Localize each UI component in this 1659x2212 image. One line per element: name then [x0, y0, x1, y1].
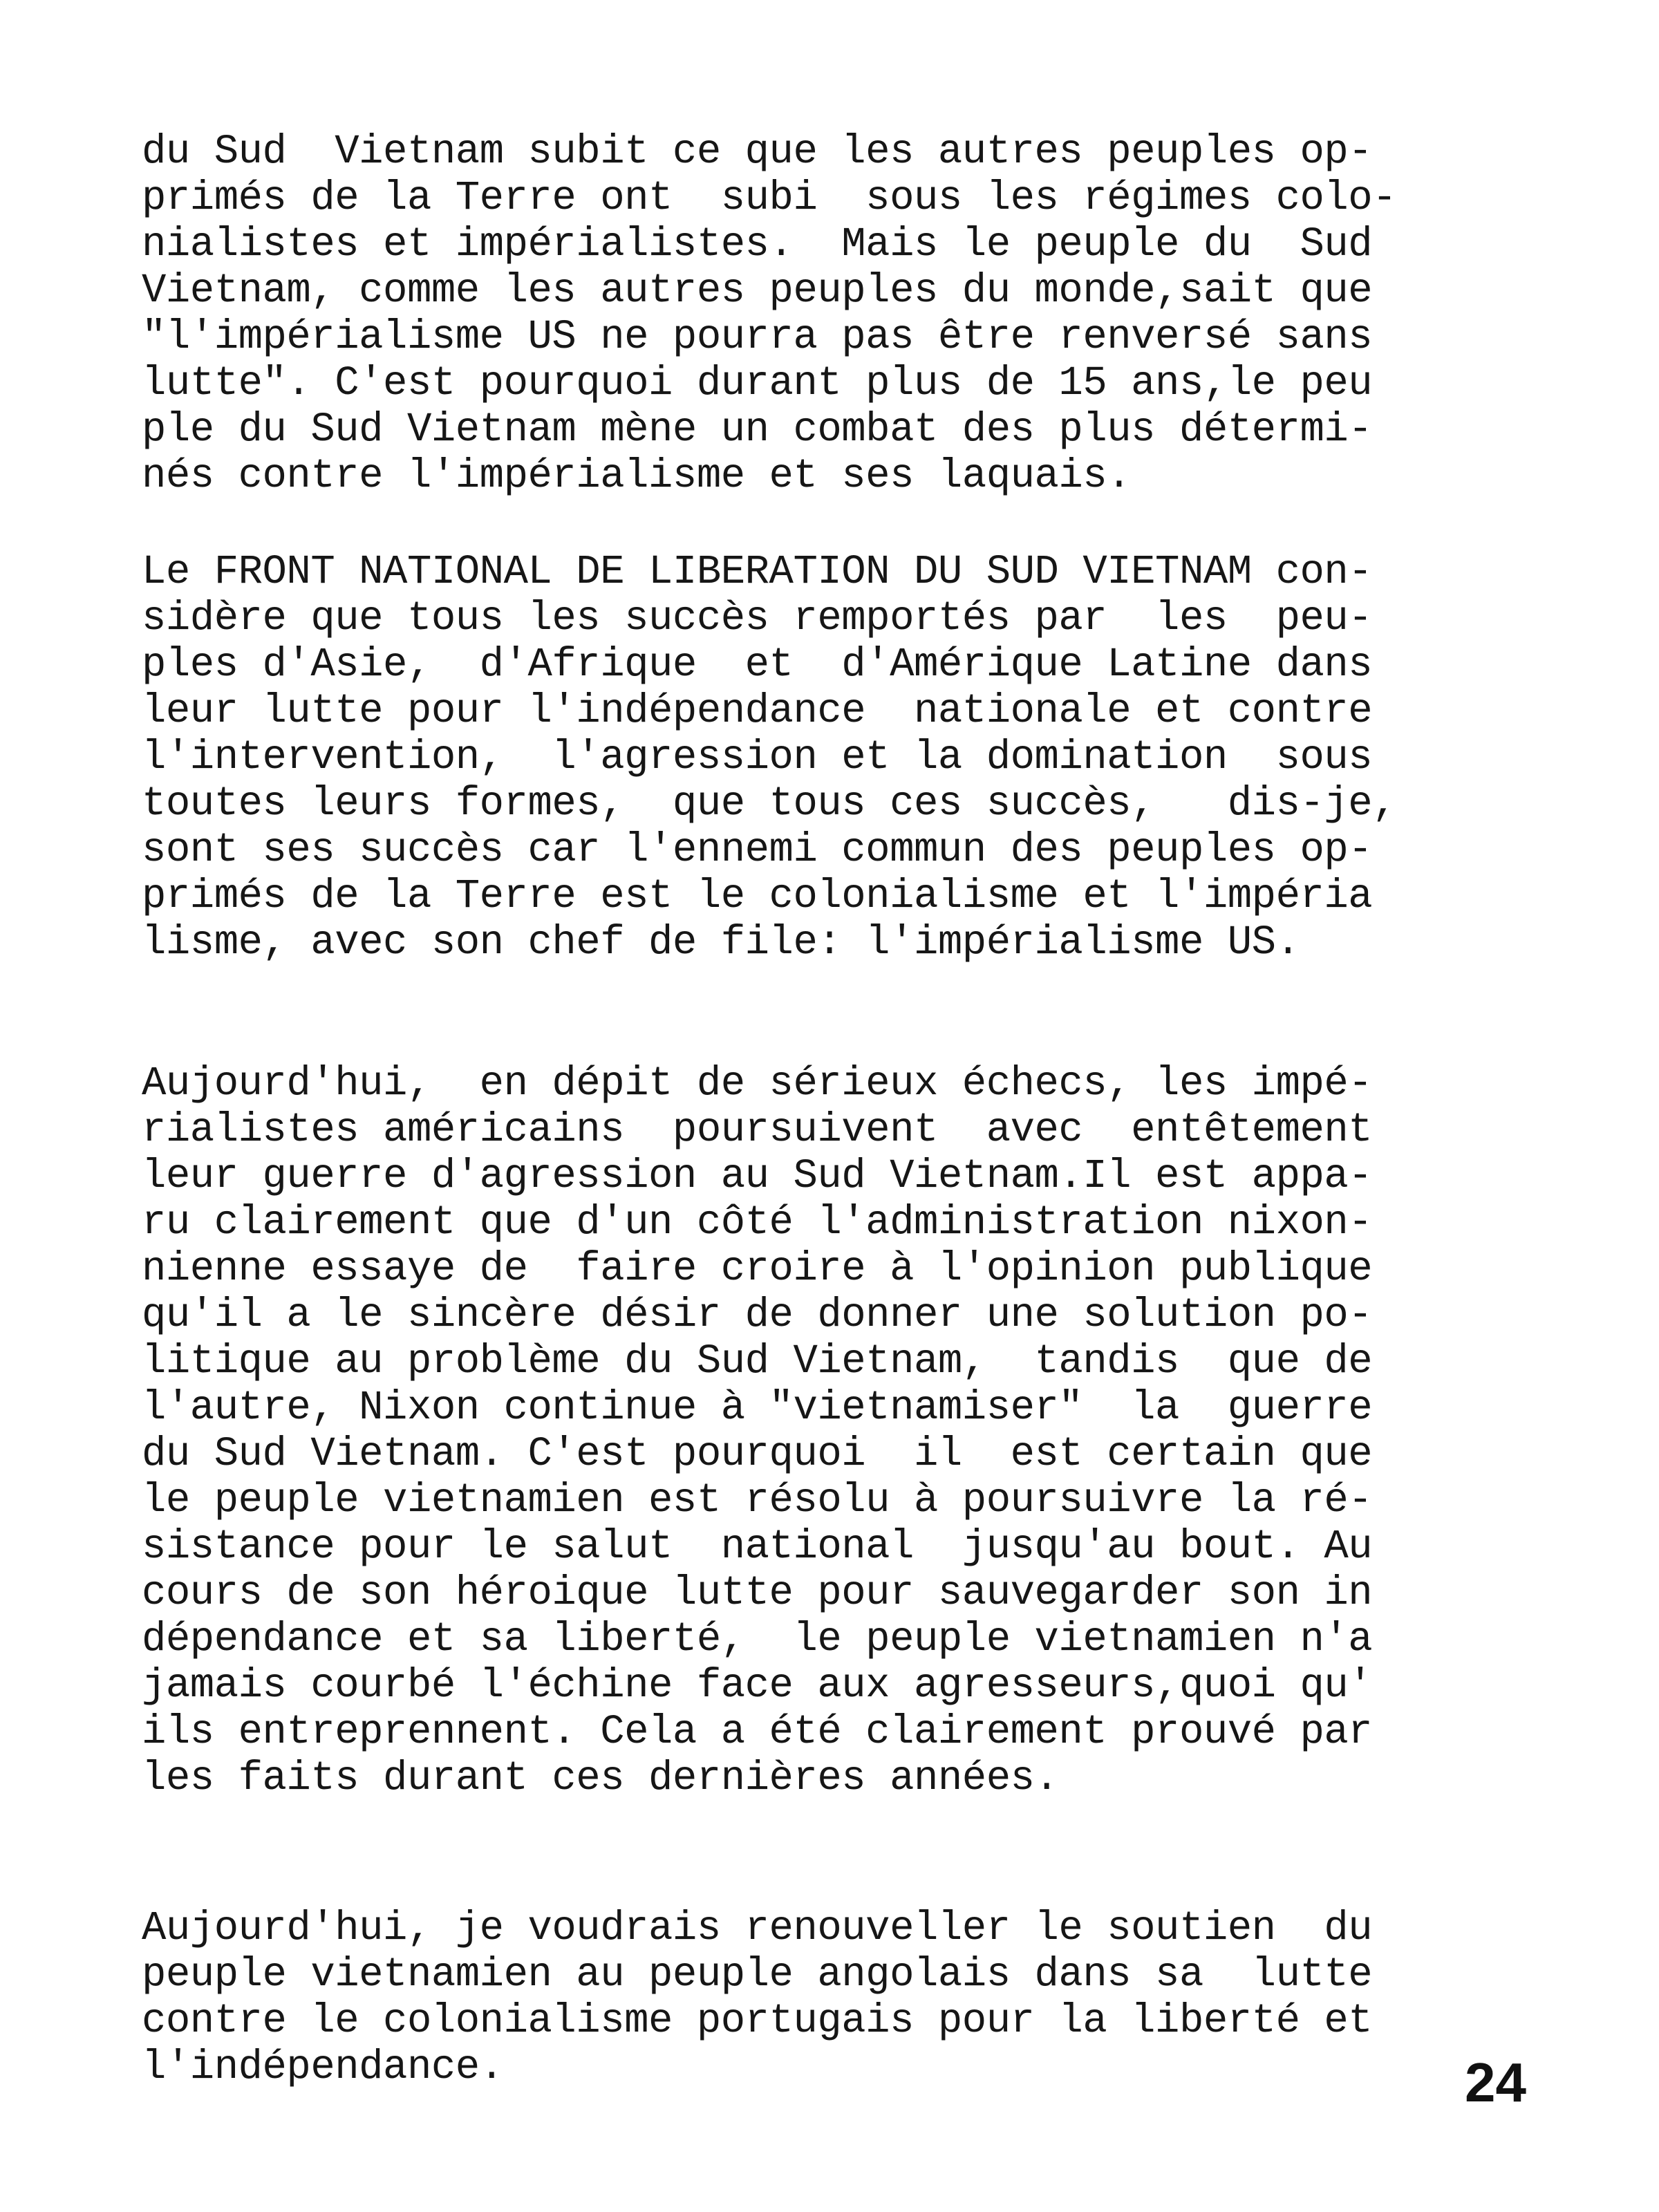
text-line: jamais courbé l'échine face aux agresseurs,quoi qu'	[142, 1662, 1373, 1709]
paragraph-2	[142, 549, 1552, 966]
paragraph-3	[142, 1060, 1552, 1801]
text-line: l'indépendance.	[142, 2044, 504, 2090]
text-line: sont ses succès car l'ennemi commun des peuples op-	[142, 827, 1373, 873]
page-number: 24	[1465, 2052, 1526, 2113]
text-line: nés contre l'impérialisme et ses laquais.	[142, 453, 1132, 499]
text-line: du Sud Vietnam subit ce que les autres peuples op-	[142, 129, 1373, 175]
text-line: les faits durant ces dernières années.	[142, 1755, 1059, 1801]
text-line: l'intervention, l'agression et la domination sous	[142, 734, 1373, 780]
text-line: ples d'Asie, d'Afrique et d'Amérique Latine dans	[142, 641, 1373, 688]
text-line: primés de la Terre ont subi sous les régimes colo-	[142, 175, 1397, 221]
text-line: peuple vietnamien au peuple angolais dans sa lutte	[142, 1951, 1373, 1998]
text-line: qu'il a le sincère désir de donner une solution po-	[142, 1292, 1373, 1338]
text-line: toutes leurs formes, que tous ces succès, dis-je,	[142, 780, 1397, 827]
text-line: ru clairement que d'un côté l'administration nixon-	[142, 1199, 1373, 1246]
text-line: leur lutte pour l'indépendance nationale et contre	[142, 688, 1373, 734]
text-line: dépendance et sa liberté, le peuple vietnamien n'a	[142, 1616, 1373, 1662]
paragraph-4	[142, 1905, 1552, 2090]
text-line: "l'impérialisme US ne pourra pas être renversé sans	[142, 314, 1373, 360]
text-line: leur guerre d'agression au Sud Vietnam.Il est appa-	[142, 1153, 1373, 1199]
text-line: le peuple vietnamien est résolu à poursuivre la ré-	[142, 1477, 1373, 1524]
text-line: contre le colonialisme portugais pour la liberté et	[142, 1998, 1373, 2044]
text-line: Aujourd'hui, en dépit de sérieux échecs, les impé-	[142, 1060, 1373, 1107]
text-line: cours de son héroique lutte pour sauvegarder son in	[142, 1570, 1373, 1616]
text-line: ple du Sud Vietnam mène un combat des plus détermi-	[142, 406, 1373, 453]
text-line: lisme, avec son chef de file: l'impérialisme US.	[142, 919, 1300, 966]
text-line: nialistes et impérialistes. Mais le peuple du Sud	[142, 221, 1373, 268]
text-line: ils entreprennent. Cela a été clairement prouvé par	[142, 1709, 1373, 1755]
text-line: rialistes américains poursuivent avec entêtement	[142, 1107, 1373, 1153]
text-line: sidère que tous les succès remportés par les peu-	[142, 595, 1373, 641]
text-line: litique au problème du Sud Vietnam, tandis que de	[142, 1338, 1373, 1385]
text-line: Le FRONT NATIONAL DE LIBERATION DU SUD VIETNAM con-	[142, 549, 1373, 595]
text-line: du Sud Vietnam. C'est pourquoi il est certain que	[142, 1431, 1373, 1477]
text-line: sistance pour le salut national jusqu'au bout. Au	[142, 1524, 1373, 1570]
text-line: nienne essaye de faire croire à l'opinion publique	[142, 1246, 1373, 1292]
text-line: Vietnam, comme les autres peuples du monde,sait que	[142, 268, 1373, 314]
paragraph-1	[142, 129, 1552, 499]
text-line: l'autre, Nixon continue à "vietnamiser" la guerre	[142, 1385, 1373, 1431]
text-line: Aujourd'hui, je voudrais renouveller le soutien du	[142, 1905, 1373, 1951]
text-line: primés de la Terre est le colonialisme et l'impéria	[142, 873, 1373, 919]
text-line: lutte". C'est pourquoi durant plus de 15 ans,le peu	[142, 360, 1373, 406]
